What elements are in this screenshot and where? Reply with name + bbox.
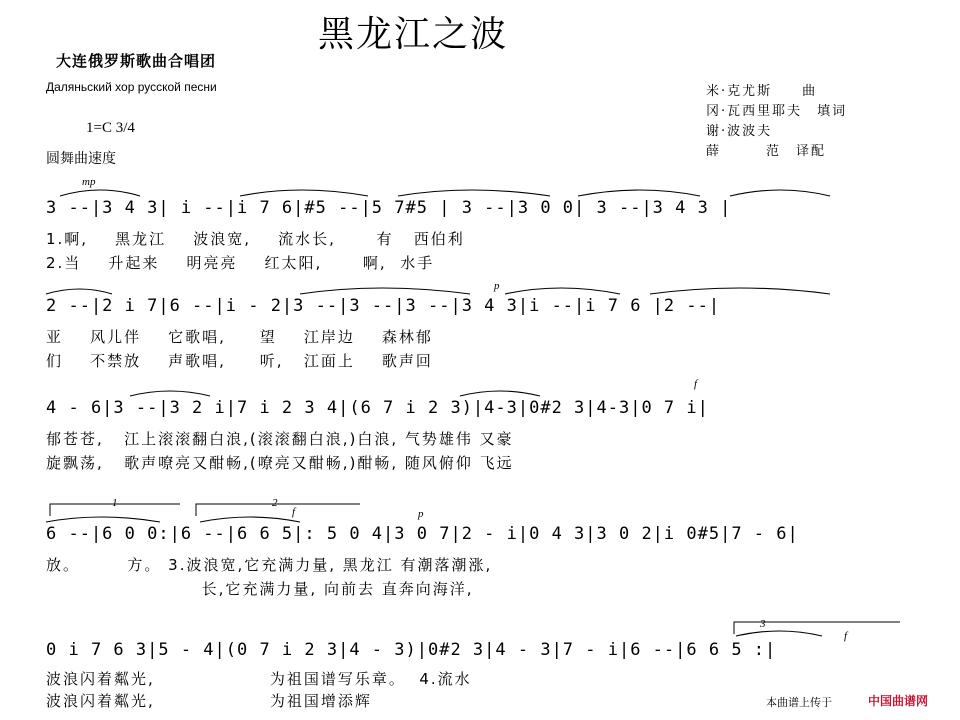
notation-line-1: 3 --|3 4 3| i --|i 7 6|#5 --|5 7#5 | 3 --|3 0 0| 3 --|3 4 3 | bbox=[46, 198, 732, 218]
dynamic-f-2: f bbox=[292, 506, 296, 518]
upload-footer: 本曲谱上传于 bbox=[766, 696, 832, 709]
slur bbox=[650, 288, 830, 294]
notation-line-5: 0 i 7 6 3|5 - 4|(0 7 i 2 3|4 - 3)|0#2 3|4 - 3|7 - i|6 --|6 6 5 :| bbox=[46, 640, 777, 660]
lyrics-verse1-line-2: 亚 风儿伴 它歌唱, 望 江岸边 森林郁 bbox=[46, 328, 433, 346]
notation-line-4: 6 --|6 0 0:|6 --|6 6 5|: 5 0 4|3 0 7|2 - i|0 4 3|3 0 2|i 0#5|7 - 6| bbox=[46, 524, 799, 544]
song-title: 黑龙江之波 bbox=[318, 14, 509, 55]
slur bbox=[200, 517, 300, 522]
notation-line-2: 2 --|2 i 7|6 --|i - 2|3 --|3 --|3 --|3 4 3|i --|i 7 6 |2 --| bbox=[46, 296, 721, 316]
slur bbox=[130, 391, 210, 396]
credits bbox=[706, 82, 847, 162]
lyrics-verse2-line-4: 长,它充满力量, 向前去 直奔向海洋, bbox=[46, 580, 474, 598]
volta-2-number: 2 bbox=[272, 497, 278, 509]
lyrics-verse1-line-1: 1.啊, 黑龙江 波浪宽, 流水长, 有 西伯利 bbox=[46, 230, 465, 248]
lyrics-verse2-line-5: 波浪闪着粼光, 为祖国增添辉 bbox=[46, 692, 372, 710]
dynamic-mp: mp bbox=[82, 176, 96, 188]
choir-name-russian: Даляньский хор русской песни bbox=[46, 80, 217, 94]
notation-line-3: 4 - 6|3 --|3 2 i|7 i 2 3 4|(6 7 i 2 3)|4-3|0#2 3|4-3|0 7 i| bbox=[46, 398, 709, 418]
slur bbox=[46, 289, 112, 294]
lyrics-verse1-line-3: 郁苍苍, 江上滚滚翻白浪,(滚滚翻白浪,)白浪, 气势雄伟 又豪 bbox=[46, 430, 514, 448]
dynamic-f-3: f bbox=[844, 630, 848, 642]
credit-translator: 薛 范 译配 bbox=[706, 144, 827, 159]
volta-1-number: 1 bbox=[112, 497, 118, 509]
slur bbox=[460, 391, 540, 396]
credit-lyricist: 冈·瓦西里耶夫 填词 bbox=[706, 104, 848, 119]
lyrics-verse2-line-1: 2.当 升起来 明亮亮 红太阳, 啊, 水手 bbox=[46, 254, 435, 272]
dynamic-p-2: p bbox=[418, 508, 424, 520]
credit-composer: 米·克尤斯 曲 bbox=[706, 84, 818, 99]
lyrics-verse1-line-5: 波浪闪着粼光, 为祖国谱写乐章。 4.流水 bbox=[46, 670, 472, 688]
slur bbox=[730, 190, 830, 196]
slur bbox=[300, 288, 470, 294]
volta-3-number: 3 bbox=[760, 618, 766, 630]
lyrics-verse1-line-4: 放。 方。 3.波浪宽,它充满力量, 黑龙江 有潮落潮涨, bbox=[46, 556, 493, 574]
slur bbox=[736, 631, 822, 636]
credit-lyricist-2: 谢·波波夫 bbox=[706, 124, 773, 139]
lyrics-verse2-line-3: 旋飘荡, 歌声嘹亮又酣畅,(嘹亮又酣畅,)酣畅, 随风俯仰 飞远 bbox=[46, 454, 514, 472]
slur bbox=[398, 190, 550, 196]
dynamic-p: p bbox=[494, 280, 500, 292]
volta-3 bbox=[734, 622, 900, 634]
volta-2 bbox=[196, 504, 360, 516]
slur bbox=[240, 190, 368, 196]
slur bbox=[46, 517, 160, 522]
dynamic-f: f bbox=[694, 378, 698, 390]
slur bbox=[505, 288, 620, 294]
site-logo[interactable]: 中国曲谱网 bbox=[868, 694, 929, 708]
key-signature: 1=C 3/4 bbox=[86, 120, 135, 136]
lyrics-verse2-line-2: 们 不禁放 声歌唱, 听, 江面上 歌声回 bbox=[46, 352, 433, 370]
tempo-marking: 圆舞曲速度 bbox=[46, 151, 116, 167]
slur bbox=[578, 190, 700, 196]
slur bbox=[60, 190, 140, 196]
choir-name-chinese: 大连俄罗斯歌曲合唱团 bbox=[56, 52, 217, 70]
